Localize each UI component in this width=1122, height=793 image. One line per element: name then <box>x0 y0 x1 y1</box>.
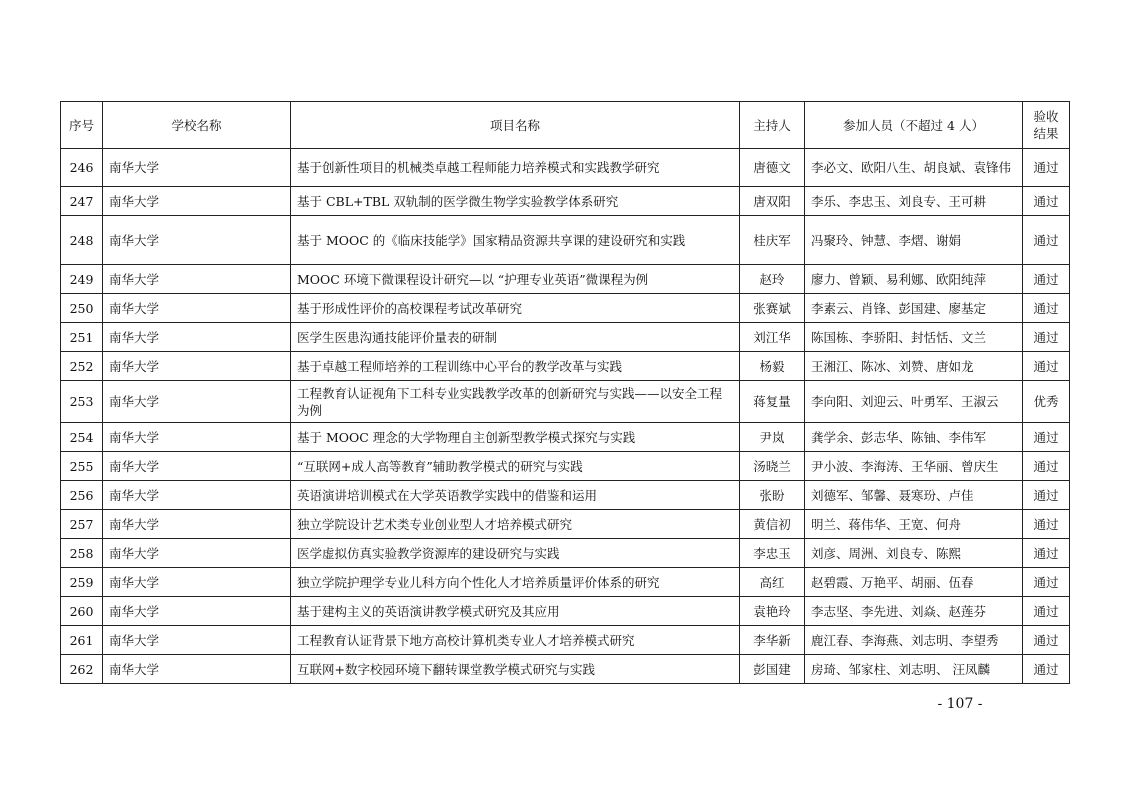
cell-host: 彭国建 <box>740 655 805 684</box>
cell-school: 南华大学 <box>103 187 291 216</box>
cell-host: 唐德文 <box>740 149 805 187</box>
cell-project: 基于 CBL+TBL 双轨制的医学微生物学实验教学体系研究 <box>291 187 740 216</box>
cell-project: 基于建构主义的英语演讲教学模式研究及其应用 <box>291 597 740 626</box>
cell-result: 通过 <box>1023 539 1070 568</box>
table-row <box>61 452 1070 481</box>
cell-result: 通过 <box>1023 626 1070 655</box>
cell-participants: 廖力、曾颖、易利娜、欧阳纯萍 <box>805 265 1023 294</box>
table-row <box>61 655 1070 684</box>
cell-no: 253 <box>61 381 103 423</box>
table-row <box>61 539 1070 568</box>
table-row <box>61 568 1070 597</box>
cell-no: 259 <box>61 568 103 597</box>
cell-result: 通过 <box>1023 452 1070 481</box>
cell-project: 基于卓越工程师培养的工程训练中心平台的教学改革与实践 <box>291 352 740 381</box>
table-row <box>61 381 1070 423</box>
cell-participants: 李向阳、刘迎云、叶勇军、王淑云 <box>805 381 1023 423</box>
cell-no: 249 <box>61 265 103 294</box>
cell-project: 医学虚拟仿真实验教学资源库的建设研究与实践 <box>291 539 740 568</box>
cell-host: 李忠玉 <box>740 539 805 568</box>
cell-result: 通过 <box>1023 655 1070 684</box>
table-row <box>61 187 1070 216</box>
cell-project: 独立学院护理学专业儿科方向个性化人才培养质量评价体系的研究 <box>291 568 740 597</box>
cell-participants: 李乐、李忠玉、刘良专、王可耕 <box>805 187 1023 216</box>
table-row <box>61 149 1070 187</box>
cell-participants: 刘德军、邹馨、聂寒玢、卢佳 <box>805 481 1023 510</box>
cell-participants: 龚学余、彭志华、陈铀、李伟军 <box>805 423 1023 452</box>
project-acceptance-table <box>60 101 1070 684</box>
cell-project: 工程教育认证背景下地方高校计算机类专业人才培养模式研究 <box>291 626 740 655</box>
header-no: 序号 <box>61 102 103 149</box>
cell-no: 248 <box>61 216 103 265</box>
cell-result: 通过 <box>1023 597 1070 626</box>
cell-school: 南华大学 <box>103 655 291 684</box>
cell-participants: 李志坚、李先进、刘焱、赵莲芬 <box>805 597 1023 626</box>
cell-project: 基于 MOOC 理念的大学物理自主创新型教学模式探究与实践 <box>291 423 740 452</box>
cell-participants: 房琦、邹家柱、刘志明、 汪凤麟 <box>805 655 1023 684</box>
cell-host: 尹岚 <box>740 423 805 452</box>
header-result: 验收结果 <box>1023 102 1070 149</box>
cell-no: 255 <box>61 452 103 481</box>
table-body <box>61 149 1070 684</box>
cell-result: 通过 <box>1023 568 1070 597</box>
cell-school: 南华大学 <box>103 481 291 510</box>
page-number: - 107 - <box>937 696 983 712</box>
cell-result: 通过 <box>1023 149 1070 187</box>
table-row <box>61 597 1070 626</box>
table-row <box>61 323 1070 352</box>
table-row <box>61 265 1070 294</box>
cell-no: 258 <box>61 539 103 568</box>
cell-participants: 冯聚玲、钟慧、李熠、谢娟 <box>805 216 1023 265</box>
cell-project: 基于形成性评价的高校课程考试改革研究 <box>291 294 740 323</box>
cell-project: MOOC 环境下微课程设计研究—以 “护理专业英语”微课程为例 <box>291 265 740 294</box>
cell-host: 桂庆军 <box>740 216 805 265</box>
cell-host: 杨毅 <box>740 352 805 381</box>
cell-participants: 刘彦、周洲、刘良专、陈熙 <box>805 539 1023 568</box>
cell-host: 刘江华 <box>740 323 805 352</box>
table-header <box>61 102 1070 149</box>
cell-participants: 鹿江春、李海燕、刘志明、李望秀 <box>805 626 1023 655</box>
cell-school: 南华大学 <box>103 381 291 423</box>
cell-project: 基于 MOOC 的《临床技能学》国家精品资源共享课的建设研究和实践 <box>291 216 740 265</box>
cell-participants: 赵碧霞、万艳平、胡丽、伍春 <box>805 568 1023 597</box>
table-row <box>61 294 1070 323</box>
cell-no: 252 <box>61 352 103 381</box>
cell-no: 260 <box>61 597 103 626</box>
table-row <box>61 510 1070 539</box>
cell-no: 254 <box>61 423 103 452</box>
table-row <box>61 626 1070 655</box>
cell-host: 赵玲 <box>740 265 805 294</box>
cell-school: 南华大学 <box>103 294 291 323</box>
cell-project: 医学生医患沟通技能评价量表的研制 <box>291 323 740 352</box>
cell-no: 256 <box>61 481 103 510</box>
header-row <box>61 102 1070 149</box>
table-row <box>61 423 1070 452</box>
cell-project: 工程教育认证视角下工科专业实践教学改革的创新研究与实践——以安全工程为例 <box>291 381 740 423</box>
cell-no: 261 <box>61 626 103 655</box>
cell-participants: 尹小波、李海涛、王华丽、曾庆生 <box>805 452 1023 481</box>
cell-host: 高红 <box>740 568 805 597</box>
cell-school: 南华大学 <box>103 149 291 187</box>
cell-result: 通过 <box>1023 423 1070 452</box>
cell-school: 南华大学 <box>103 539 291 568</box>
cell-project: 英语演讲培训模式在大学英语教学实践中的借鉴和运用 <box>291 481 740 510</box>
cell-no: 257 <box>61 510 103 539</box>
cell-host: 张盼 <box>740 481 805 510</box>
cell-no: 250 <box>61 294 103 323</box>
cell-host: 唐双阳 <box>740 187 805 216</box>
cell-host: 李华新 <box>740 626 805 655</box>
cell-result: 通过 <box>1023 265 1070 294</box>
cell-school: 南华大学 <box>103 510 291 539</box>
cell-result: 通过 <box>1023 323 1070 352</box>
cell-participants: 明兰、蒋伟华、王宽、何舟 <box>805 510 1023 539</box>
cell-school: 南华大学 <box>103 626 291 655</box>
cell-result: 通过 <box>1023 352 1070 381</box>
cell-host: 蒋复量 <box>740 381 805 423</box>
cell-result: 通过 <box>1023 481 1070 510</box>
cell-project: 独立学院设计艺术类专业创业型人才培养模式研究 <box>291 510 740 539</box>
cell-project: “互联网+成人高等教育”辅助教学模式的研究与实践 <box>291 452 740 481</box>
cell-school: 南华大学 <box>103 265 291 294</box>
cell-result: 通过 <box>1023 294 1070 323</box>
cell-participants: 李必文、欧阳八生、胡良斌、袁锋伟 <box>805 149 1023 187</box>
cell-host: 汤晓兰 <box>740 452 805 481</box>
cell-participants: 王湘江、陈冰、刘赞、唐如龙 <box>805 352 1023 381</box>
cell-school: 南华大学 <box>103 597 291 626</box>
table-row <box>61 216 1070 265</box>
cell-host: 袁艳玲 <box>740 597 805 626</box>
cell-no: 251 <box>61 323 103 352</box>
cell-result: 通过 <box>1023 187 1070 216</box>
cell-school: 南华大学 <box>103 452 291 481</box>
cell-school: 南华大学 <box>103 352 291 381</box>
cell-project: 互联网+数字校园环境下翻转课堂教学模式研究与实践 <box>291 655 740 684</box>
cell-no: 246 <box>61 149 103 187</box>
cell-project: 基于创新性项目的机械类卓越工程师能力培养模式和实践教学研究 <box>291 149 740 187</box>
cell-participants: 陈国栋、李骄阳、封恬恬、文兰 <box>805 323 1023 352</box>
cell-host: 黄信初 <box>740 510 805 539</box>
header-school: 学校名称 <box>103 102 291 149</box>
header-participants: 参加人员（不超过 4 人） <box>805 102 1023 149</box>
cell-school: 南华大学 <box>103 216 291 265</box>
cell-participants: 李素云、肖锋、彭国建、廖基定 <box>805 294 1023 323</box>
table-row <box>61 352 1070 381</box>
cell-school: 南华大学 <box>103 423 291 452</box>
table-row <box>61 481 1070 510</box>
cell-no: 247 <box>61 187 103 216</box>
cell-school: 南华大学 <box>103 568 291 597</box>
cell-host: 张赛斌 <box>740 294 805 323</box>
cell-no: 262 <box>61 655 103 684</box>
header-project: 项目名称 <box>291 102 740 149</box>
cell-school: 南华大学 <box>103 323 291 352</box>
cell-result: 优秀 <box>1023 381 1070 423</box>
cell-result: 通过 <box>1023 510 1070 539</box>
cell-result: 通过 <box>1023 216 1070 265</box>
header-host: 主持人 <box>740 102 805 149</box>
